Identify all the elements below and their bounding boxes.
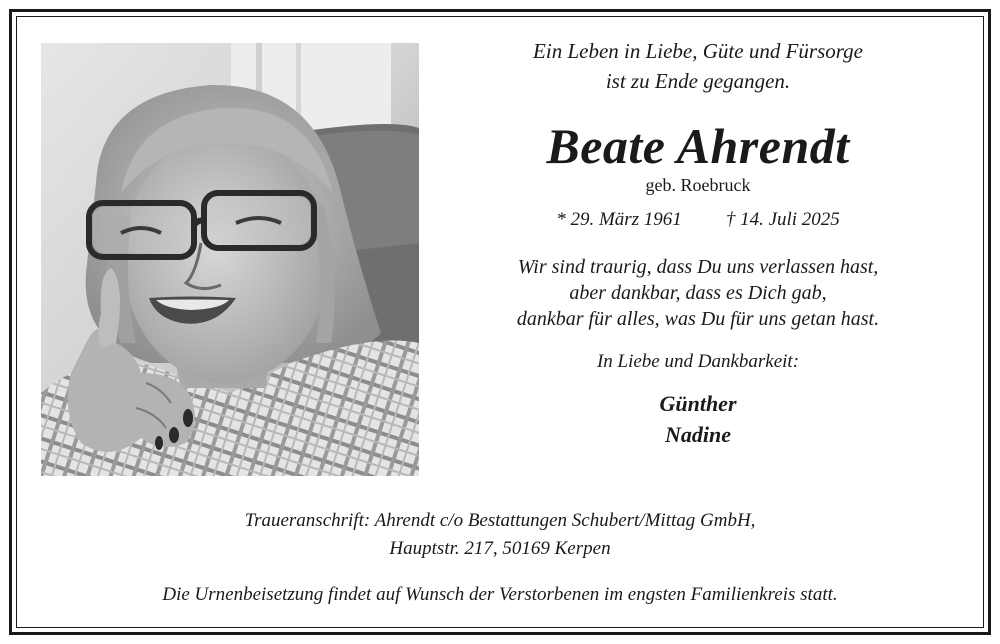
motto-line: ist zu Ende gegangen. (605, 69, 791, 93)
verse (460, 254, 936, 332)
address-line: Traueranschrift: Ahrendt c/o Bestattungen Schubert/Mittag GmbH, (244, 510, 756, 531)
address-line: Hauptstr. 217, 50169 Kerpen (389, 538, 611, 559)
portrait-photo (41, 43, 419, 476)
mourner-name: Nadine (665, 422, 731, 447)
birth-date: * 29. März 1961 (556, 209, 682, 230)
gratitude-line: In Liebe und Dankbarkeit: (596, 351, 800, 372)
motto-line: Ein Leben in Liebe, Güte und Fürsorge (533, 39, 863, 63)
life-dates (460, 208, 936, 232)
text-column (460, 36, 936, 450)
burial-notice: Die Urnenbeisetzung findet auf Wunsch der Verstorbenen im engsten Familienkreis statt. (162, 584, 838, 605)
verse-line: aber dankbar, dass es Dich gab, (569, 282, 827, 304)
motto (460, 36, 936, 96)
mourners (460, 388, 936, 450)
death-date: † 14. Juli 2025 (725, 209, 840, 230)
verse-line: dankbar für alles, was Du für uns getan hast. (516, 308, 880, 330)
verse-line: Wir sind traurig, dass Du uns verlassen hast, (517, 256, 879, 278)
condolence-address (0, 507, 1000, 563)
deceased-name: Beate Ahrendt (546, 118, 850, 174)
maiden-name: geb. Roebruck (645, 175, 751, 195)
mourner-name: Günther (659, 391, 737, 416)
